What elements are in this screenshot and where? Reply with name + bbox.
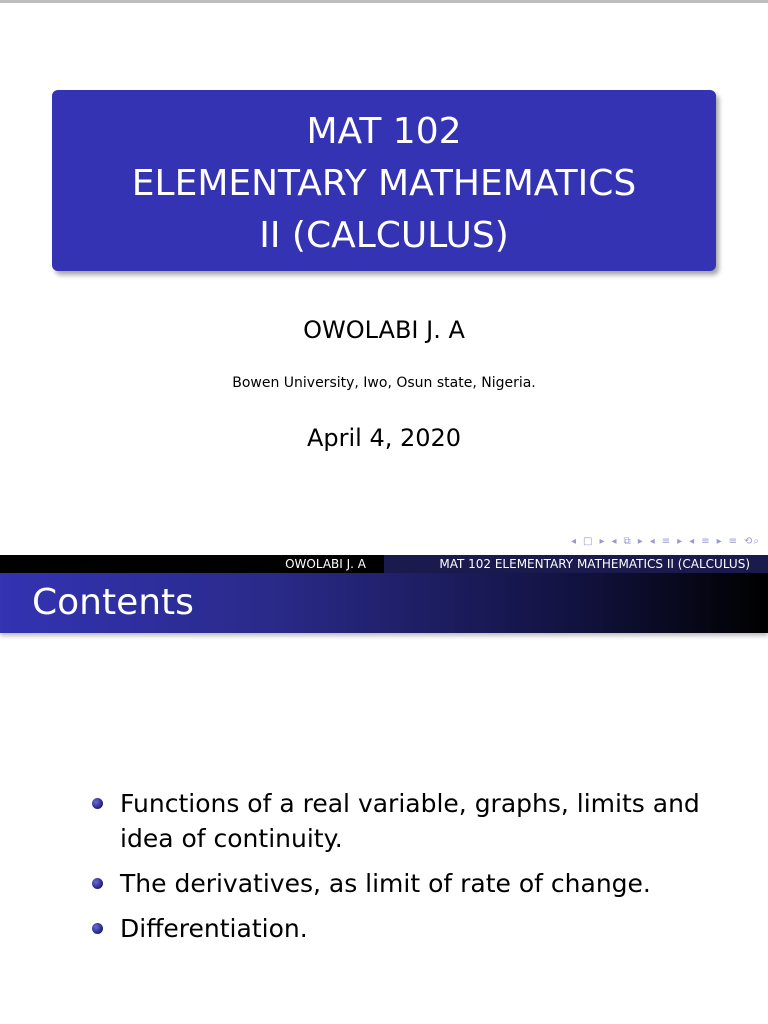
title-line-1: MAT 102 [306, 110, 462, 152]
nav-prev-subsection-icon[interactable]: ◂ [611, 536, 618, 547]
headline-author: OWOLABI J. A [0, 555, 384, 573]
list-item-text: Functions of a real variable, graphs, limits and idea of continuity. [120, 789, 700, 853]
list-item-text: The derivatives, as limit of rate of change. [120, 869, 651, 898]
list-item [88, 911, 728, 946]
bullet-icon [92, 798, 103, 809]
list-item [88, 786, 728, 856]
nav-prev-document-icon[interactable]: ◂ [689, 536, 696, 547]
contents-list [88, 786, 728, 956]
bullet-icon [92, 923, 103, 934]
frame-title: Contents [0, 573, 768, 633]
nav-next-frame-icon[interactable]: ▸ [599, 536, 606, 547]
list-item [88, 866, 728, 901]
bullet-icon [92, 878, 103, 889]
nav-document-icon[interactable]: ≡ [701, 536, 711, 547]
author-name: OWOLABI J. A [303, 316, 465, 344]
page-top-rule [0, 0, 768, 3]
presentation-date: April 4, 2020 [306, 424, 462, 452]
headline-title: MAT 102 ELEMENTARY MATHEMATICS II (CALCULUS) [384, 555, 768, 573]
title-block [52, 90, 716, 271]
title-line-3: II (CALCULUS) [259, 214, 509, 256]
nav-frame-icon[interactable]: □ [583, 536, 594, 547]
nav-search-icon[interactable]: ⟲⌕ [744, 536, 760, 547]
nav-prev-frame-icon[interactable]: ◂ [571, 536, 578, 547]
nav-next-subsection-icon[interactable]: ▸ [637, 536, 644, 547]
nav-outline-icon[interactable]: ≡ [728, 536, 739, 547]
slide-headline [0, 555, 768, 573]
nav-prev-section-icon[interactable]: ◂ [649, 536, 656, 547]
nav-subsection-icon[interactable]: ⧉ [623, 536, 632, 547]
list-item-text: Differentiation. [120, 914, 308, 943]
title-line-2: ELEMENTARY MATHEMATICS [131, 162, 637, 204]
nav-next-section-icon[interactable]: ▸ [677, 536, 684, 547]
nav-next-document-icon[interactable]: ▸ [716, 536, 723, 547]
nav-section-icon[interactable]: ≡ [661, 536, 672, 547]
institute-name: Bowen University, Iwo, Osun state, Nigeria. [232, 375, 536, 391]
beamer-navigation-bar [571, 536, 760, 547]
